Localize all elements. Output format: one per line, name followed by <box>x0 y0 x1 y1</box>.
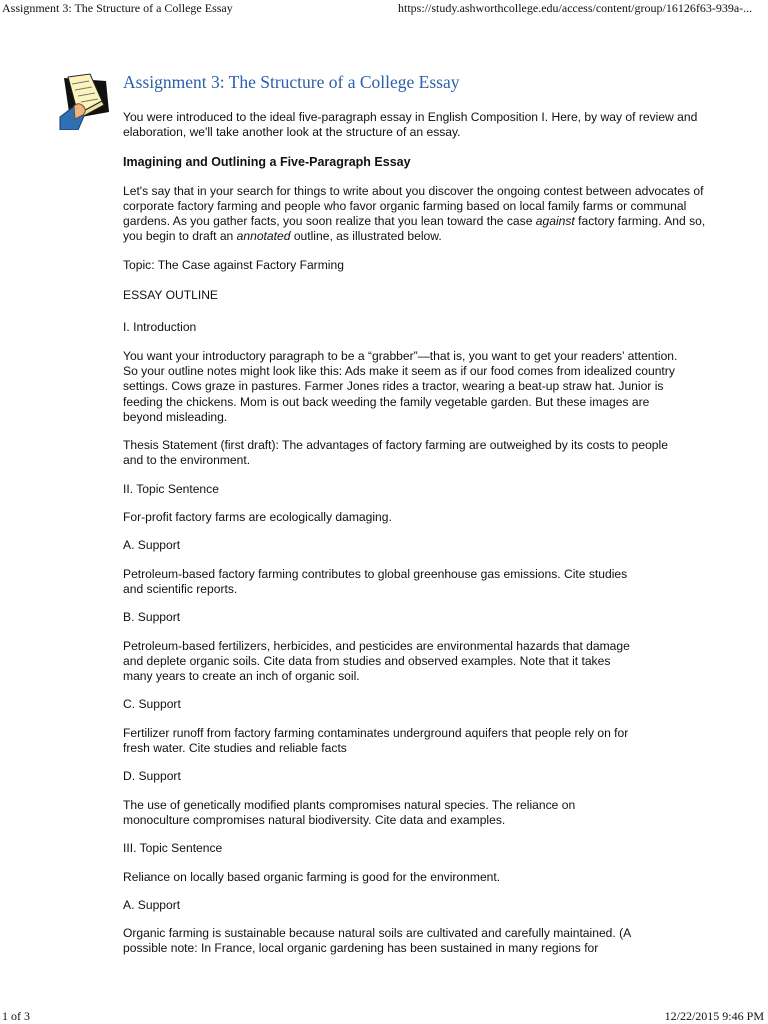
emphasis-annotated: annotated <box>236 229 291 244</box>
outline-topic-sentence-2-body: For-profit factory farms are ecologically damaging. <box>123 510 392 525</box>
outline-support-2b-body: Petroleum-based fertilizers, herbicides, and pesticides are environmental hazards that damage and deplete organic soils. Cite data from studies and observed examples. Note that it takes many years to create an inch of organic soil. <box>123 638 630 684</box>
outline-support-2c-body: Fertilizer runoff from factory farming contaminates underground aquifers that people rely on for fresh water. Cite studies and reliable facts <box>123 725 629 756</box>
essay-topic: Topic: The Case against Factory Farming <box>123 257 344 272</box>
outline-support-2a-body: Petroleum-based factory farming contributes to global greenhouse gas emissions. Cite studies and scientific reports. <box>123 566 628 596</box>
print-footer <box>0 1008 768 1024</box>
print-header-title: Assignment 3: The Structure of a College Essay <box>2 1 233 15</box>
outline-support-2c: C. Support <box>123 697 181 712</box>
outline-item-topic-sentence-3: III. Topic Sentence <box>123 841 223 856</box>
outline-topic-sentence-3-body: Reliance on locally based organic farming is good for the environment. <box>123 869 501 884</box>
section-heading: Imagining and Outlining a Five-Paragraph Essay <box>123 154 411 169</box>
outline-support-2b: B. Support <box>123 610 181 625</box>
outline-thesis-statement: Thesis Statement (first draft): The advantages of factory farming are outweighed by its costs to people and to the environment. <box>123 438 668 468</box>
print-header <box>0 0 768 16</box>
scenario-paragraph: Let's say that in your search for things to write about you discover the ongoing contest between advocates of corporate factory farming and people who favor organic farming based on local family farms or communal gardens. As you gather facts, you soon realize that you lean toward the case against factory farming. And so, you begin to draft an annotated outline, as illustrated below. <box>123 183 706 244</box>
outline-support-2d: D. Support <box>123 769 181 784</box>
print-header-url: https://study.ashworthcollege.edu/access/content/group/16126f63-939a-... <box>398 1 753 15</box>
print-timestamp: 12/22/2015 9:46 PM <box>664 1009 764 1023</box>
page-title: Assignment 3: The Structure of a College Essay <box>123 72 460 92</box>
outline-support-2d-body: The use of genetically modified plants compromises natural species. The reliance on monoculture compromises natural biodiversity. Cite data and examples. <box>123 797 576 827</box>
outline-support-2a: A. Support <box>123 538 181 553</box>
article-content <box>123 110 723 970</box>
page-number: 1 of 3 <box>2 1009 30 1023</box>
outline-item-topic-sentence-2: II. Topic Sentence <box>123 481 219 496</box>
outline-heading: ESSAY OUTLINE <box>123 288 218 303</box>
outline-support-3a: A. Support <box>123 897 181 912</box>
emphasis-against: against <box>535 214 575 229</box>
outline-introduction-body: You want your introductory paragraph to be a “grabber”—that is, you want to get your readers’ attention. So your outline notes might look like this: Ads make it seem as if our food comes from idealized country settings. Cows graze in pastures. Farmer Jones rides a tractor, wearing a beat-up straw hat. Junior is feeding the chickens. Mom is out back weeding the family vegetable garden. But these images are beyond misleading. <box>123 348 678 424</box>
reading-book-icon <box>56 72 112 130</box>
outline-item-introduction: I. Introduction <box>123 320 197 335</box>
intro-paragraph: You were introduced to the ideal five-paragraph essay in English Composition I. Here, by way of review and elaboration, we'll take another look at the structure of an essay. <box>123 110 698 140</box>
outline-support-3a-body: Organic farming is sustainable because natural soils are cultivated and carefully maintained. (A possible note: In France, local organic gardening has been sustained in many regions for <box>123 926 631 956</box>
